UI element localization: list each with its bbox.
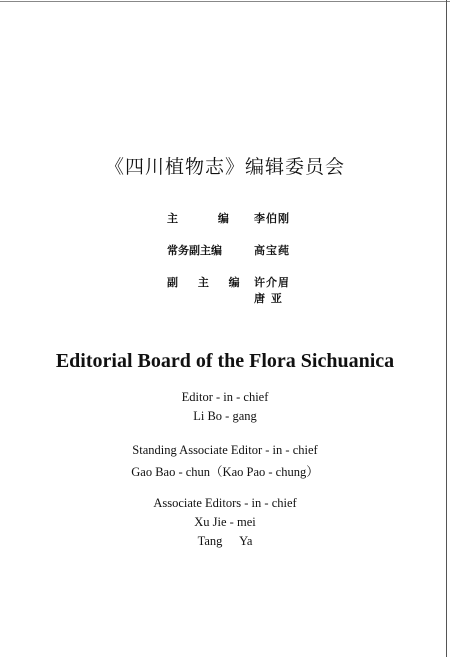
cn-chief-editor-name: 李伯刚 (254, 212, 290, 225)
en-chief-editor-role: Editor - in - chief (181, 390, 269, 404)
cn-associate-name-1: 许介眉 (254, 276, 290, 289)
en-standing-associate-name: Gao Bao - chun（Kao Pao - chung） (131, 465, 319, 479)
cn-standing-associate-role: 常务副主编 (167, 244, 222, 257)
scan-edge-right (446, 0, 447, 657)
cn-standing-associate-name: 高宝莼 (254, 244, 290, 257)
en-standing-associate-role: Standing Associate Editor - in - chief (132, 443, 318, 457)
cn-associate-name-2: 唐 亚 (254, 292, 283, 305)
cn-chief-editor-role: 主 编 (167, 212, 247, 225)
scan-edge-top (0, 1, 450, 2)
en-chief-editor-name: Li Bo - gang (193, 409, 257, 423)
cn-associate-role: 副 主 编 (167, 276, 248, 289)
en-associate-name-1: Xu Jie - mei (194, 515, 256, 529)
en-associate-name-2: Tang Ya (197, 534, 253, 548)
chinese-title: 《四川植物志》编辑委员会 (104, 156, 345, 178)
english-title: Editorial Board of the Flora Sichuanica (55, 350, 395, 372)
en-associate-role: Associate Editors - in - chief (153, 496, 297, 510)
